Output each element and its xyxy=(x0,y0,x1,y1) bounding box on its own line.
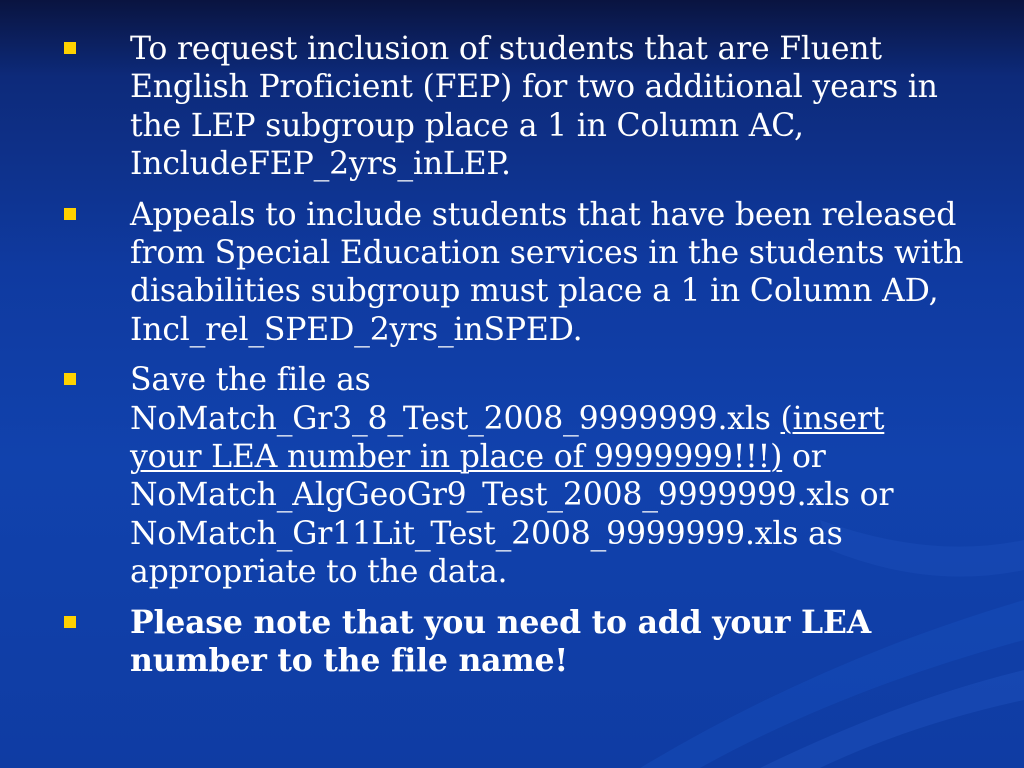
bullet-item-sped xyxy=(0,196,1024,350)
square-bullet-icon xyxy=(64,42,76,54)
square-bullet-icon xyxy=(64,616,76,628)
bullet-text: Please note that you need to add your LEA number to the file name! xyxy=(130,603,871,680)
bullet-item-note xyxy=(0,604,1024,681)
bullet-item-fep xyxy=(0,30,1024,184)
bullet-text: To request inclusion of students that are Fluent English Proficient (FEP) for two additional years in the LEP subgroup place a 1 in Column AC, IncludeFEP_2yrs_inLEP. xyxy=(130,31,938,183)
bullet-list xyxy=(0,30,1024,693)
square-bullet-icon xyxy=(64,373,76,385)
bullet-item-save-file xyxy=(0,361,1024,591)
insert-lea-link[interactable]: (insert your LEA number in place of 9999999!!!) xyxy=(130,400,885,476)
bullet-text-before: Save the file as NoMatch_Gr3_8_Test_2008_9999999.xls xyxy=(130,362,781,437)
bullet-text: Appeals to include students that have been released from Special Education services in the students with disabilities subgroup must place a 1 in Column AD, Incl_rel_SPED_2yrs_inSPED. xyxy=(130,196,964,348)
square-bullet-icon xyxy=(64,208,76,220)
bullet-text-after: or NoMatch_AlgGeoGr9_Test_2008_9999999.xls or NoMatch_Gr11Lit_Test_2008_9999999.xls as appropriate to the data. xyxy=(130,439,894,591)
